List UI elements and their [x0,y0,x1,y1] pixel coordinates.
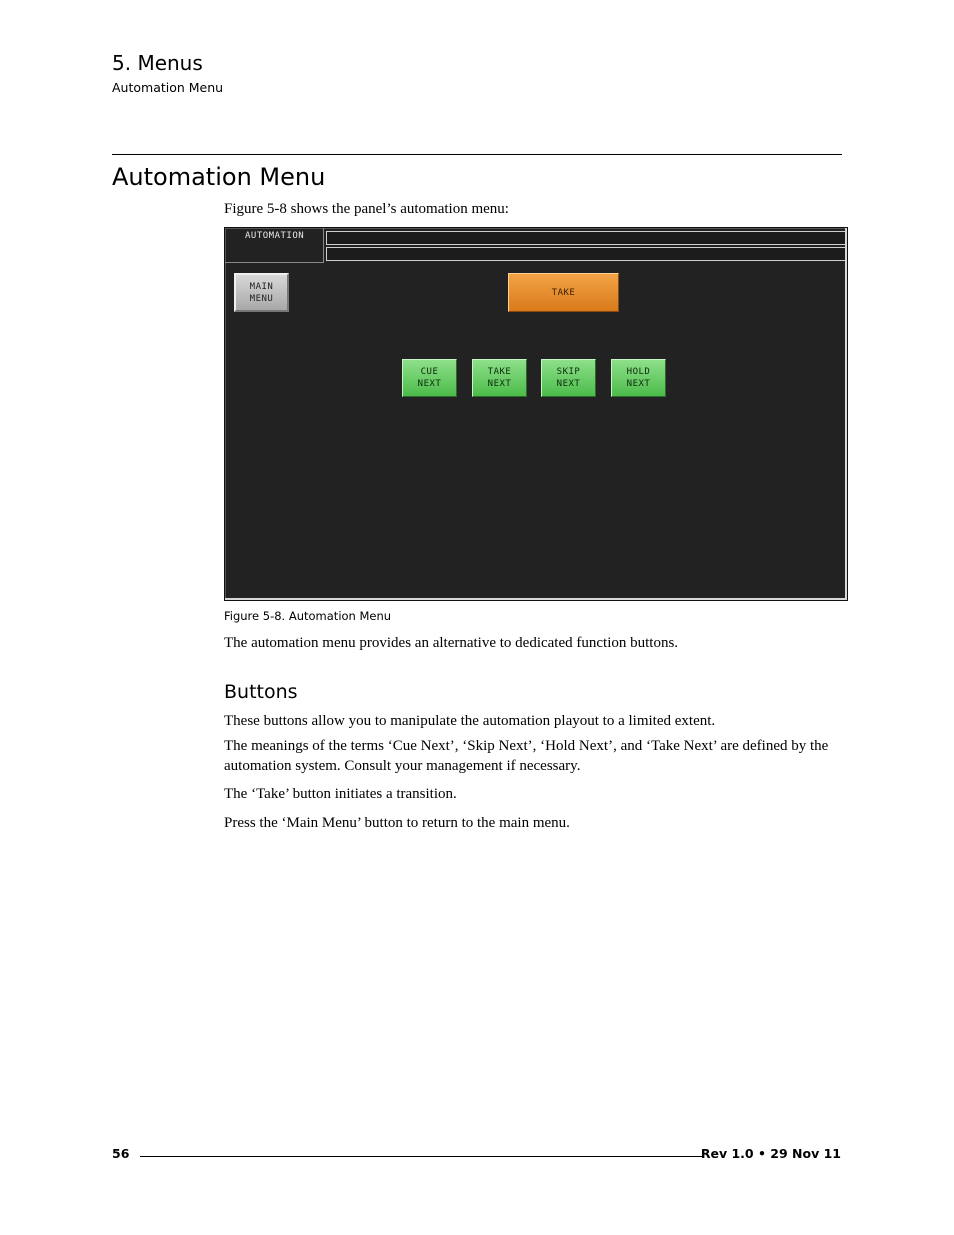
automation-panel-screenshot [224,227,848,601]
running-head: Automation Menu [112,80,224,95]
status-field-1 [326,231,846,245]
chapter-title: 5. Menus [112,51,203,75]
top-divider [112,154,842,155]
section-title: Automation Menu [112,163,326,191]
panel-right-edge [845,228,847,600]
panel-title: AUTOMATION [245,231,305,241]
intro-paragraph: Figure 5-8 shows the panel’s automation menu: [224,201,509,217]
page-number: 56 [112,1146,130,1161]
main-menu-button[interactable]: MAIN MENU [234,273,289,312]
status-field-2 [326,247,846,261]
take-next-button[interactable]: TAKE NEXT [472,359,527,397]
panel-header [225,228,324,263]
figure-caption: Figure 5-8. Automation Menu [224,609,392,623]
subsection-title: Buttons [224,681,298,703]
footer-divider [140,1156,702,1157]
body-paragraph: Press the ‘Main Menu’ button to return to the main menu. [224,815,570,831]
body-paragraph: These buttons allow you to manipulate the automation playout to a limited extent. [224,713,716,729]
panel-bottom-edge [225,598,847,600]
skip-next-button[interactable]: SKIP NEXT [541,359,596,397]
revision-label: Rev 1.0 • 29 Nov 11 [700,1146,841,1161]
body-paragraph: The automation menu provides an alternative to dedicated function buttons. [224,635,679,651]
hold-next-button[interactable]: HOLD NEXT [611,359,666,397]
take-button[interactable]: TAKE [508,273,619,312]
body-paragraph: The ‘Take’ button initiates a transition. [224,786,457,802]
cue-next-button[interactable]: CUE NEXT [402,359,457,397]
body-paragraph: The meanings of the terms ‘Cue Next’, ‘Skip Next’, ‘Hold Next’, and ‘Take Next’ are defined by the automation system. Consult your management if necessary. [224,738,829,774]
